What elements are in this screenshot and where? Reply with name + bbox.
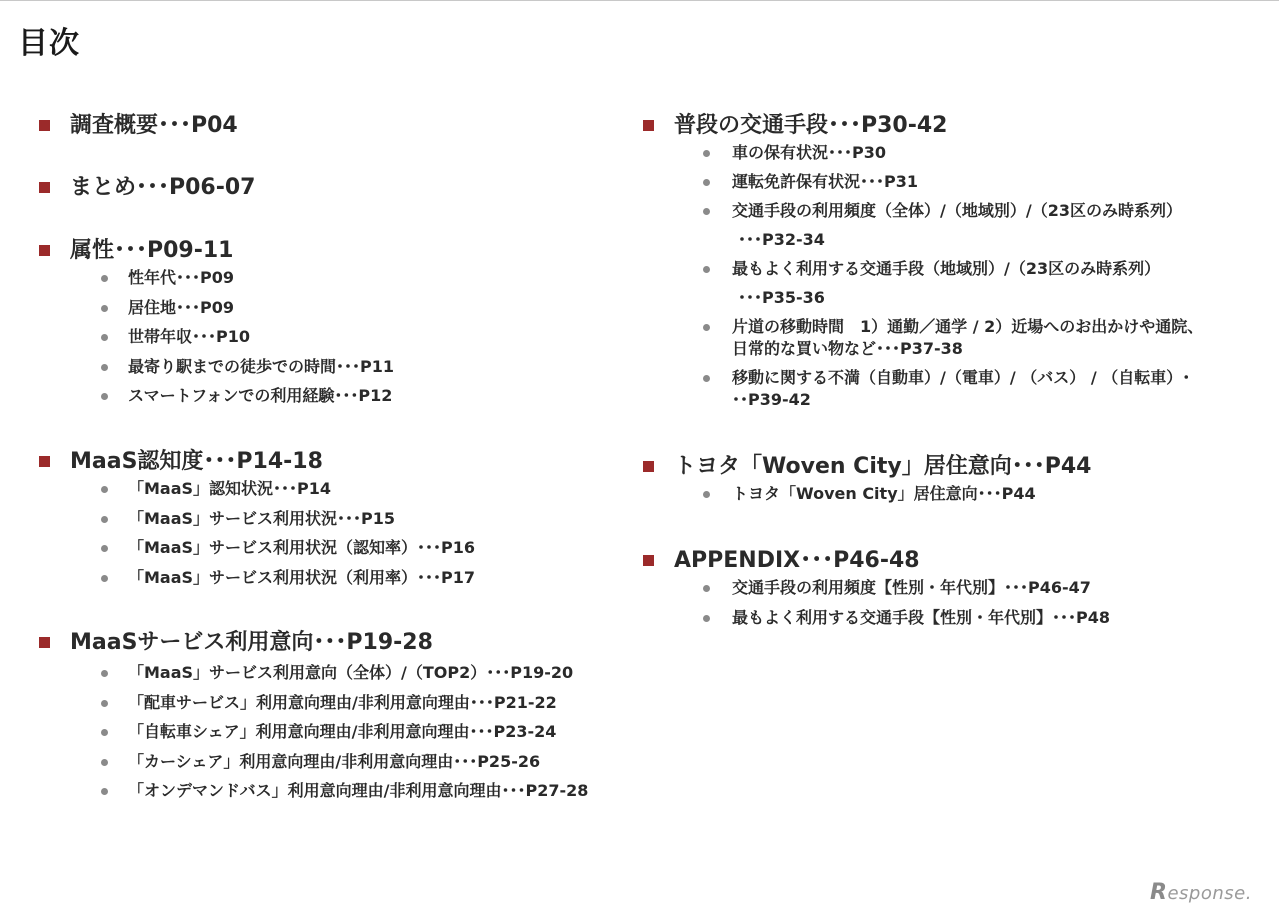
toc-section <box>640 451 1091 505</box>
toc-item[interactable]: 「配車サービス」利用意向理由/非利用意向理由･･･P21-22 <box>36 692 588 714</box>
square-bullet-icon <box>39 456 50 467</box>
toc-section-heading[interactable] <box>36 172 256 204</box>
toc-section-label: APPENDIX･･･P46-48 <box>674 548 920 573</box>
round-bullet-icon <box>703 208 710 215</box>
toc-section <box>640 110 1203 411</box>
round-bullet-icon <box>101 670 108 677</box>
round-bullet-icon <box>703 615 710 622</box>
toc-section <box>36 172 256 204</box>
square-bullet-icon <box>39 182 50 193</box>
round-bullet-icon <box>703 179 710 186</box>
round-bullet-icon <box>703 375 710 382</box>
top-divider <box>0 0 1279 1</box>
toc-item[interactable]: トヨタ「Woven City」居住意向･･･P44 <box>640 483 1091 505</box>
round-bullet-icon <box>101 759 108 766</box>
toc-section-label: トヨタ「Woven City」居住意向･･･P44 <box>674 454 1092 479</box>
round-bullet-icon <box>101 364 108 371</box>
toc-section-label: 属性･･･P09-11 <box>70 238 234 263</box>
toc-item[interactable]: 最もよく利用する交通手段（地域別）/（23区のみ時系列） <box>640 258 1203 280</box>
square-bullet-icon <box>643 120 654 131</box>
toc-item-continuation: 日常的な買い物など･･･P37-38 <box>732 339 963 358</box>
toc-item[interactable]: 移動に関する不満（自動車）/（電車）/ （バス） / （自転車）･ <box>640 367 1203 389</box>
square-bullet-icon <box>39 637 50 648</box>
toc-item[interactable]: 「MaaS」認知状況･･･P14 <box>36 478 475 500</box>
toc-item[interactable]: 性年代･･･P09 <box>36 267 394 289</box>
round-bullet-icon <box>101 700 108 707</box>
toc-section-heading[interactable] <box>36 110 238 142</box>
round-bullet-icon <box>101 545 108 552</box>
round-bullet-icon <box>101 516 108 523</box>
round-bullet-icon <box>101 275 108 282</box>
toc-section <box>36 235 394 407</box>
round-bullet-icon <box>703 491 710 498</box>
toc-item[interactable]: 車の保有状況･･･P30 <box>640 142 1203 164</box>
toc-item[interactable]: 交通手段の利用頻度（全体）/（地域別）/（23区のみ時系列） <box>640 200 1203 222</box>
round-bullet-icon <box>101 334 108 341</box>
square-bullet-icon <box>643 555 654 566</box>
toc-section-heading[interactable] <box>640 545 1110 577</box>
toc-item[interactable]: 居住地･･･P09 <box>36 297 394 319</box>
toc-section <box>640 545 1110 629</box>
round-bullet-icon <box>101 393 108 400</box>
round-bullet-icon <box>703 585 710 592</box>
round-bullet-icon <box>101 305 108 312</box>
toc-section-label: MaaS認知度･･･P14-18 <box>70 449 323 474</box>
toc-item[interactable]: 「カーシェア」利用意向理由/非利用意向理由･･･P25-26 <box>36 751 588 773</box>
response-logo: Response. <box>1150 880 1252 905</box>
toc-section <box>36 446 475 589</box>
toc-item[interactable]: 交通手段の利用頻度【性別・年代別】･･･P46-47 <box>640 577 1110 599</box>
toc-item[interactable]: 最もよく利用する交通手段【性別・年代別】･･･P48 <box>640 607 1110 629</box>
square-bullet-icon <box>643 461 654 472</box>
toc-section-label: まとめ･･･P06-07 <box>70 175 256 200</box>
toc-item-continuation: ･･･P35-36 <box>738 288 825 307</box>
toc-section-heading[interactable] <box>640 110 1203 142</box>
toc-item[interactable]: 片道の移動時間 1）通勤／通学 / 2）近場へのお出かけや通院、 <box>640 316 1203 338</box>
round-bullet-icon <box>703 324 710 331</box>
toc-item[interactable]: 「MaaS」サービス利用状況･･･P15 <box>36 508 475 530</box>
toc-item[interactable]: 世帯年収･･･P10 <box>36 326 394 348</box>
toc-section-label: MaaSサービス利用意向･･･P19-28 <box>70 630 433 655</box>
toc-item[interactable]: 「自転車シェア」利用意向理由/非利用意向理由･･･P23-24 <box>36 721 588 743</box>
toc-item[interactable]: 「MaaS」サービス利用状況（認知率）･･･P16 <box>36 537 475 559</box>
toc-item-continuation: ･･P39-42 <box>732 390 811 409</box>
toc-item[interactable]: スマートフォンでの利用経験･･･P12 <box>36 385 394 407</box>
toc-item[interactable]: 最寄り駅までの徒歩での時間･･･P11 <box>36 356 394 378</box>
toc-section-heading[interactable] <box>36 446 475 478</box>
toc-item[interactable]: 運転免許保有状況･･･P31 <box>640 171 1203 193</box>
toc-section <box>36 110 238 142</box>
toc-section-label: 普段の交通手段･･･P30-42 <box>674 113 948 138</box>
square-bullet-icon <box>39 120 50 131</box>
toc-section-heading[interactable] <box>36 235 394 267</box>
toc-item[interactable]: 「オンデマンドバス」利用意向理由/非利用意向理由･･･P27-28 <box>36 780 588 802</box>
round-bullet-icon <box>101 729 108 736</box>
round-bullet-icon <box>703 266 710 273</box>
square-bullet-icon <box>39 245 50 256</box>
page-title: 目次 <box>18 26 80 61</box>
toc-section-heading[interactable] <box>640 451 1091 483</box>
round-bullet-icon <box>703 150 710 157</box>
toc-section <box>36 627 588 802</box>
toc-section-heading[interactable] <box>36 627 588 659</box>
round-bullet-icon <box>101 788 108 795</box>
toc-item-continuation: ･･･P32-34 <box>738 230 825 249</box>
round-bullet-icon <box>101 575 108 582</box>
toc-item[interactable]: 「MaaS」サービス利用意向（全体）/（TOP2）･･･P19-20 <box>36 662 588 684</box>
round-bullet-icon <box>101 486 108 493</box>
toc-section-label: 調査概要･･･P04 <box>70 113 238 138</box>
toc-item[interactable]: 「MaaS」サービス利用状況（利用率）･･･P17 <box>36 567 475 589</box>
